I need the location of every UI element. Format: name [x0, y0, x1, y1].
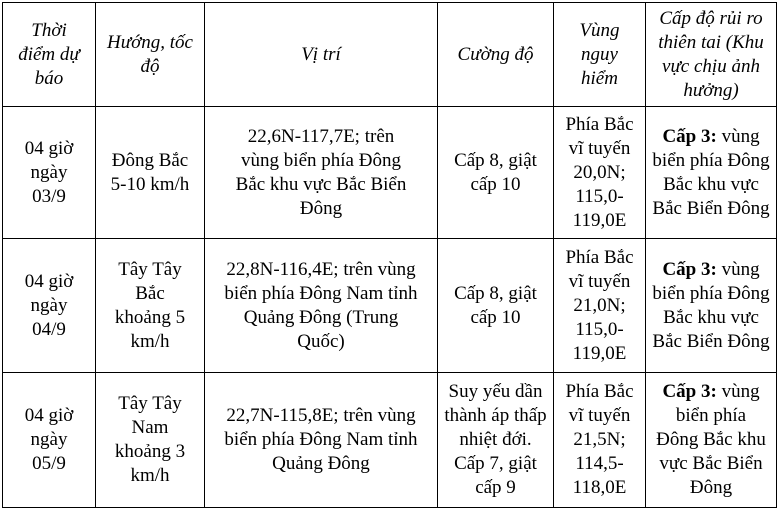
table-row — [3, 373, 777, 508]
risk-area-text: vùng biển phía Đông Bắc khu vực Bắc Biển Đông — [652, 125, 770, 219]
header-direction-speed: Hướng, tốc độ — [96, 3, 205, 107]
cell-intensity: Cấp 8, giật cấp 10 — [438, 107, 554, 239]
header-danger-zone: Vùng nguy hiểm — [554, 3, 646, 107]
cell-risk — [646, 239, 777, 373]
table-header-row — [3, 3, 777, 107]
cell-position: 22,8N-116,4E; trên vùng biển phía Đông Nam tỉnh Quảng Đông (Trung Quốc) — [205, 239, 438, 373]
risk-level-label: Cấp 3: — [662, 258, 717, 280]
cell-direction: Tây Tây Nam khoảng 3 km/h — [96, 373, 205, 508]
risk-area-text: vùng biển phía Đông Bắc khu vực Bắc Biển Đông — [656, 381, 766, 498]
cell-danger-zone: Phía Bắc vĩ tuyến 20,0N; 115,0-119,0E — [554, 107, 646, 239]
cell-time: 04 giờ ngày 03/9 — [3, 107, 96, 239]
header-position: Vị trí — [205, 3, 438, 107]
header-forecast-time: Thời điểm dự báo — [3, 3, 96, 107]
risk-level-label: Cấp 3: — [662, 125, 717, 147]
cell-risk — [646, 373, 777, 508]
cell-position: 22,7N-115,8E; trên vùng biển phía Đông Nam tỉnh Quảng Đông — [205, 373, 438, 508]
cell-direction: Đông Bắc 5-10 km/h — [96, 107, 205, 239]
cell-time: 04 giờ ngày 04/9 — [3, 239, 96, 373]
table-row — [3, 239, 777, 373]
cell-danger-zone: Phía Bắc vĩ tuyến 21,5N; 114,5-118,0E — [554, 373, 646, 508]
cell-risk — [646, 107, 777, 239]
cell-danger-zone: Phía Bắc vĩ tuyến 21,0N; 115,0-119,0E — [554, 239, 646, 373]
forecast-table — [2, 2, 777, 508]
cell-direction: Tây Tây Bắc khoảng 5 km/h — [96, 239, 205, 373]
header-risk-level: Cấp độ rủi ro thiên tai (Khu vực chịu ảnh hưởng) — [646, 3, 777, 107]
cell-intensity: Suy yếu dần thành áp thấp nhiệt đới. Cấp 7, giật cấp 9 — [438, 373, 554, 508]
cell-intensity: Cấp 8, giật cấp 10 — [438, 239, 554, 373]
cell-time: 04 giờ ngày 05/9 — [3, 373, 96, 508]
table-row — [3, 107, 777, 239]
cell-position: 22,6N-117,7E; trên vùng biển phía Đông Bắc khu vực Bắc Biển Đông — [205, 107, 438, 239]
header-intensity: Cường độ — [438, 3, 554, 107]
risk-level-label: Cấp 3: — [662, 381, 717, 402]
risk-area-text: vùng biển phía Đông Bắc khu vực Bắc Biển Đông — [652, 258, 770, 352]
